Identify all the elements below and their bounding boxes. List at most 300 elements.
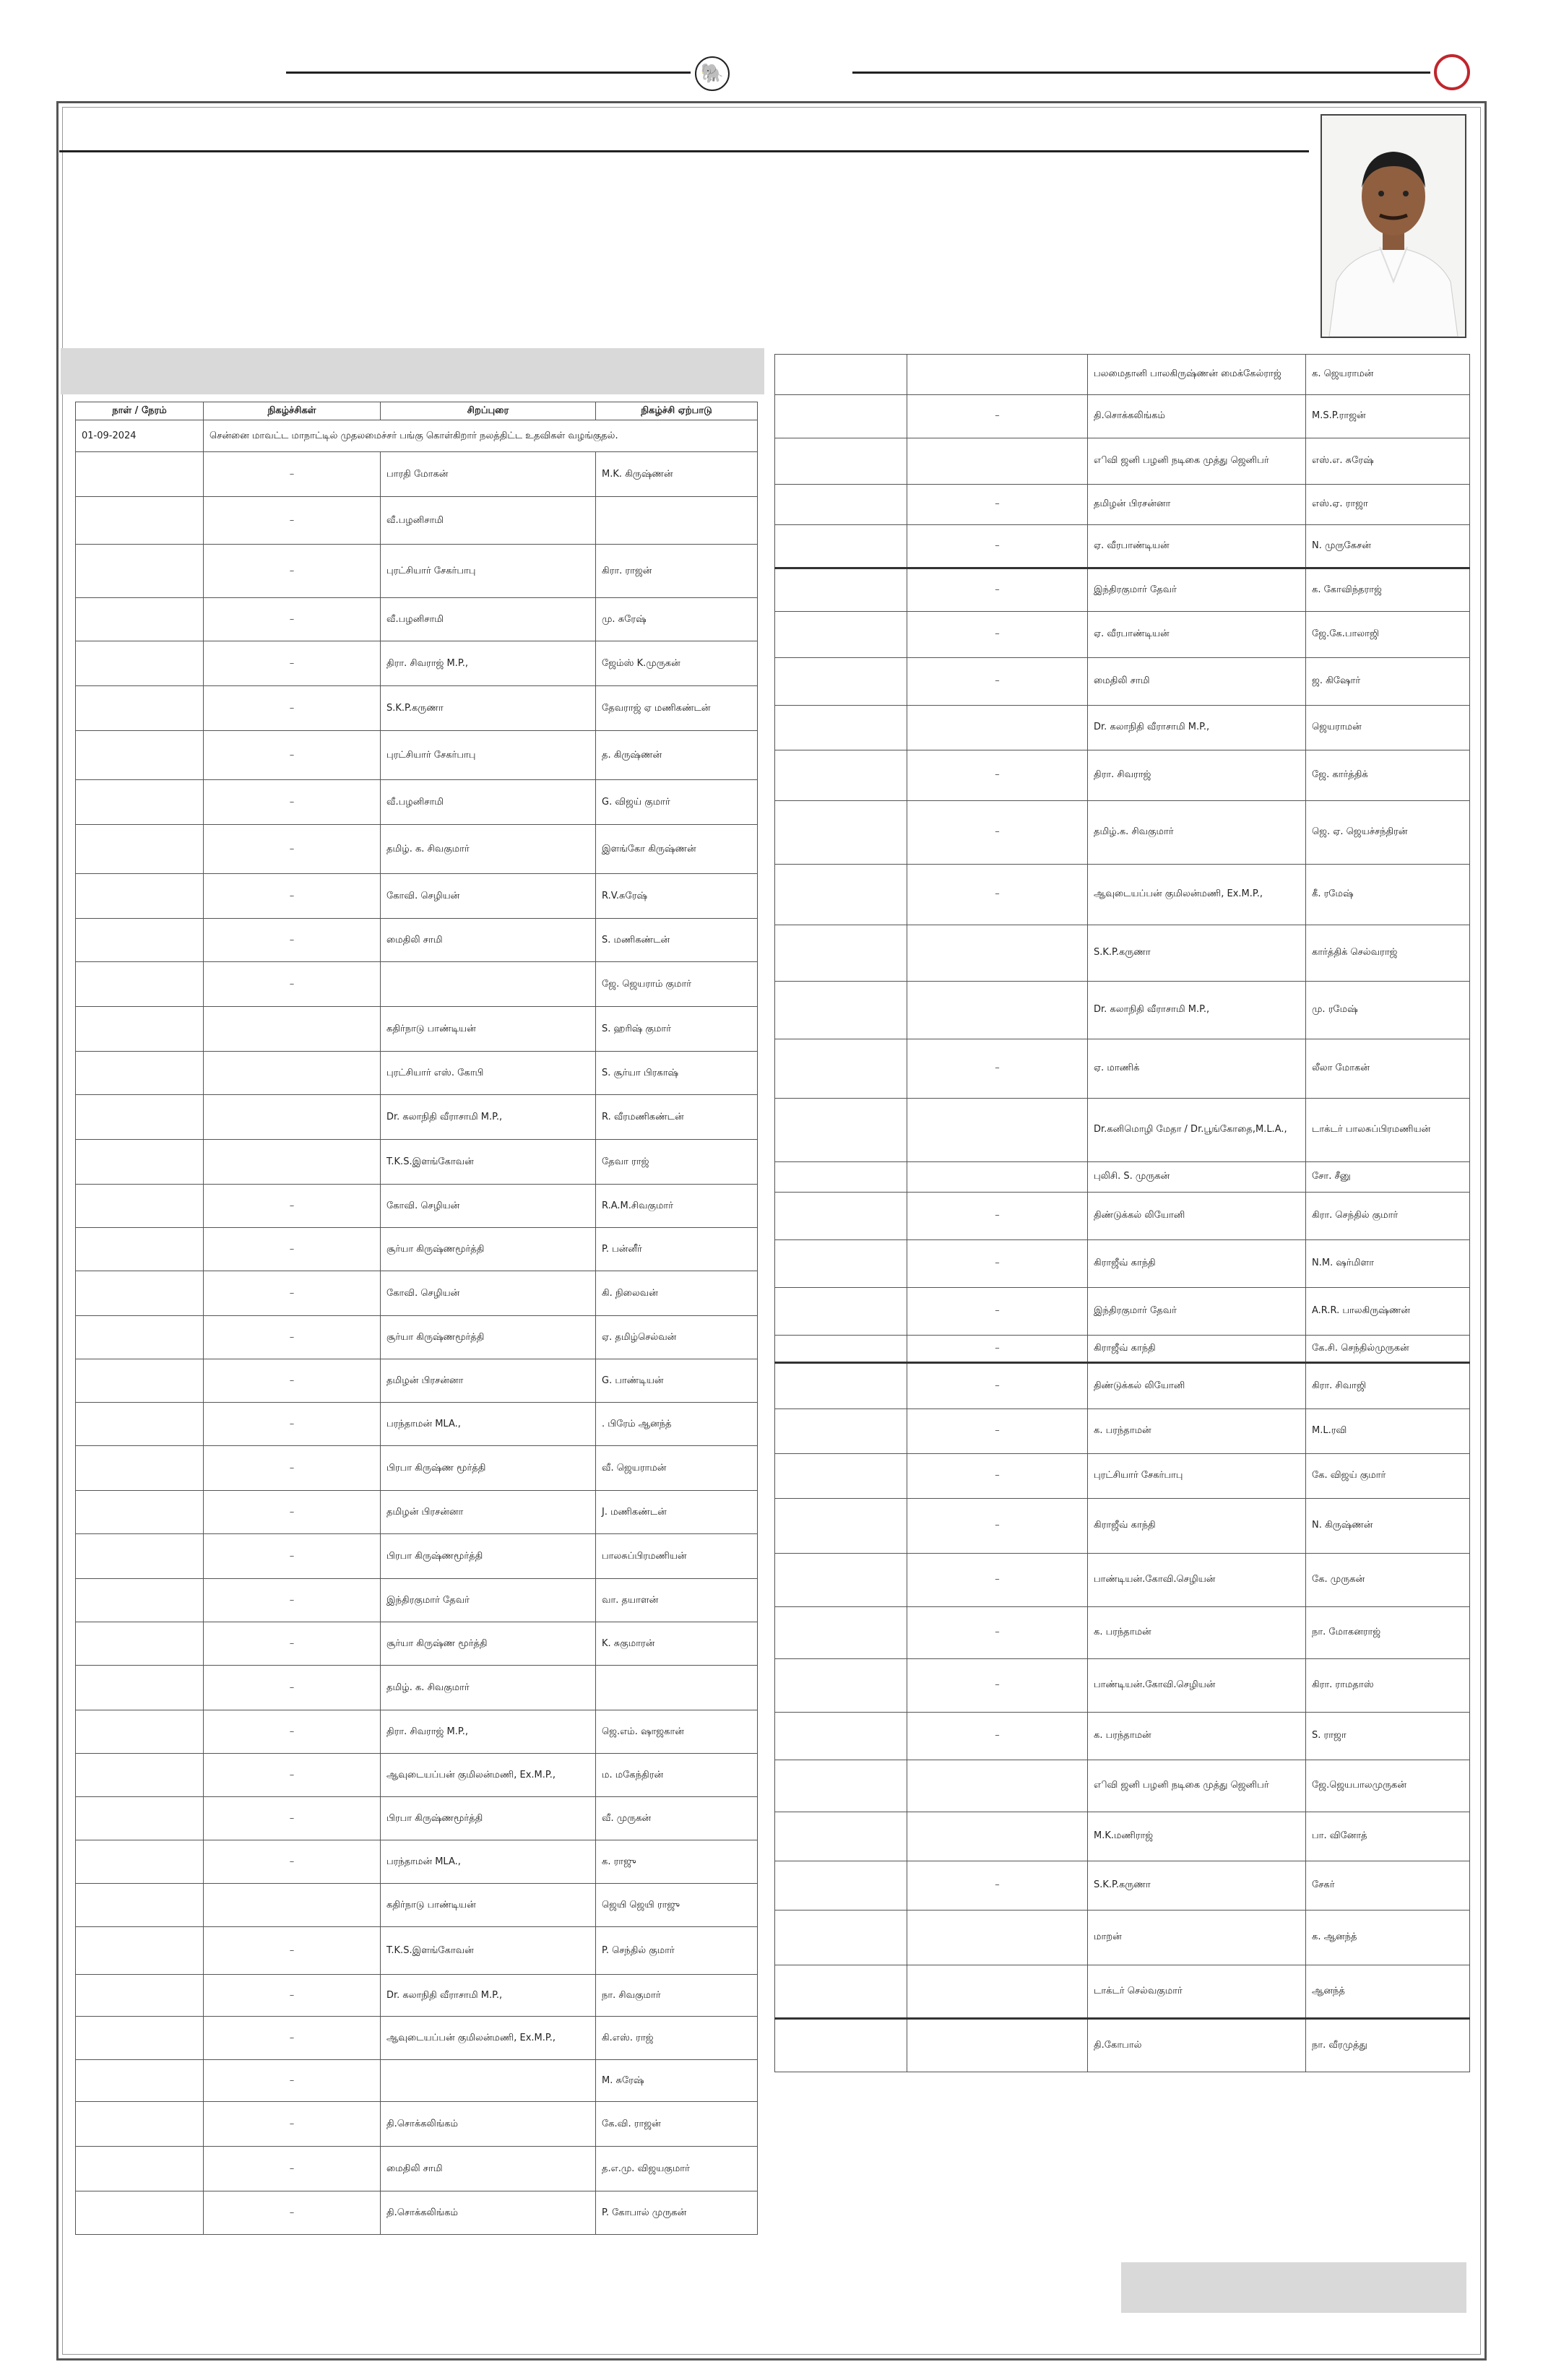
- organizer-cell: ஜேம்ஸ் K.முருகன்: [596, 641, 758, 686]
- date-cell: [76, 1622, 204, 1666]
- table-row: [775, 1240, 1470, 1288]
- red-circle-icon: [1434, 54, 1470, 90]
- organizer-cell: P. பன்னீர்: [596, 1228, 758, 1271]
- event-cell: –: [907, 1499, 1088, 1554]
- footer-grey-box: [1121, 2262, 1466, 2313]
- speaker-cell: பாண்டியன்.கோவி.செழியன்: [1088, 1554, 1306, 1607]
- event-cell: –: [204, 919, 381, 962]
- table-row: [775, 1363, 1470, 1409]
- speaker-cell: தி.சொக்கலிங்கம்: [381, 2102, 596, 2147]
- event-cell: –: [204, 686, 381, 731]
- column-header-organizer: நிகழ்ச்சி ஏற்பாடு: [596, 402, 758, 420]
- table-row: [775, 750, 1470, 801]
- organizer-cell: N.M. ஷர்மிளா: [1306, 1240, 1470, 1288]
- organizer-cell: ஜ. கிஷோர்: [1306, 658, 1470, 706]
- date-cell: [775, 982, 907, 1039]
- date-cell: [76, 686, 204, 731]
- table-row: [775, 485, 1470, 525]
- organizer-cell: ம. மகேந்திரன்: [596, 1754, 758, 1797]
- table-row: [775, 1911, 1470, 1965]
- organizer-cell: [596, 1666, 758, 1710]
- table-row: [775, 612, 1470, 658]
- organizer-cell: க. ஜெயராமன்: [1306, 355, 1470, 395]
- date-cell: [76, 731, 204, 780]
- date-cell: [775, 525, 907, 568]
- speaker-cell: S.K.P.கருணா: [381, 686, 596, 731]
- table-row: [76, 686, 758, 731]
- date-cell: [76, 1446, 204, 1491]
- column-header-date: நாள் / நேரம்: [76, 402, 204, 420]
- column-header-event: நிகழ்ச்சிகள்: [204, 402, 381, 420]
- organizer-cell: கார்த்திக் செல்வராஜ்: [1306, 925, 1470, 982]
- date-cell: [775, 2019, 907, 2072]
- date-cell: [775, 395, 907, 438]
- date-cell: [76, 1754, 204, 1797]
- speaker-cell: Dr.கனிமொழி மேதா / Dr.பூங்கோதை,M.L.A.,: [1088, 1099, 1306, 1162]
- organizer-cell: ஜெ. ஏ. ஜெயச்சந்திரன்: [1306, 801, 1470, 865]
- event-cell: –: [204, 2017, 381, 2060]
- organizer-cell: R.A.M.சிவகுமார்: [596, 1185, 758, 1228]
- event-cell: [907, 925, 1088, 982]
- table-row: [76, 1534, 758, 1579]
- speaker-cell: கிராஜீவ் காந்தி: [1088, 1336, 1306, 1363]
- speaker-cell: தி.கோபால்: [1088, 2019, 1306, 2072]
- organizer-cell: J. மணிகண்டன்: [596, 1491, 758, 1534]
- event-cell: [907, 1812, 1088, 1861]
- event-cell: –: [204, 641, 381, 686]
- table-row: [775, 982, 1470, 1039]
- event-cell: –: [907, 1409, 1088, 1454]
- organizer-cell: க. ராஜு: [596, 1840, 758, 1884]
- event-cell: –: [204, 1403, 381, 1446]
- event-cell: –: [204, 1975, 381, 2017]
- event-cell: –: [204, 545, 381, 598]
- organizer-cell: த.எ.மு. விஜயகுமார்: [596, 2147, 758, 2191]
- organizer-cell: ஜே. ஜெயராம் குமார்: [596, 962, 758, 1007]
- event-cell: –: [204, 1228, 381, 1271]
- table-row: [775, 1336, 1470, 1363]
- table-row: [775, 865, 1470, 925]
- speaker-cell: பலமைதானி பாலகிருஷ்ணன் மைக்கேல்ராஜ்: [1088, 355, 1306, 395]
- speaker-cell: எிவி ஜனி பழனி நடிகை முத்து ஜெனிபர்: [1088, 1760, 1306, 1812]
- event-cell: –: [204, 731, 381, 780]
- date-cell: [76, 825, 204, 874]
- speaker-cell: மைதிலி சாமி: [381, 2147, 596, 2191]
- date-cell: [76, 2060, 204, 2102]
- speaker-cell: ஏ. மாணிக்: [1088, 1039, 1306, 1099]
- event-cell: [907, 1911, 1088, 1965]
- speaker-cell: தமிழ். க. சிவகுமார்: [381, 1666, 596, 1710]
- event-cell: –: [204, 1534, 381, 1579]
- date-cell: [775, 1713, 907, 1760]
- event-cell: –: [204, 2147, 381, 2191]
- organizer-cell: கே.வி. ராஜன்: [596, 2102, 758, 2147]
- table-row: [76, 1579, 758, 1622]
- event-cell: –: [907, 1193, 1088, 1240]
- table-row: [76, 731, 758, 780]
- speaker-cell: புரட்சியார் சேகர்பாபு: [381, 731, 596, 780]
- date-cell: [76, 1666, 204, 1710]
- title-rule: [59, 150, 1309, 152]
- table-row: [76, 2147, 758, 2191]
- date-cell: [76, 1359, 204, 1403]
- date-cell: [775, 1162, 907, 1193]
- event-cell: [204, 1095, 381, 1140]
- date-cell: [76, 2017, 204, 2060]
- organizer-cell: ஜே. கார்த்திக்: [1306, 750, 1470, 801]
- organizer-cell: S. மணிகண்டன்: [596, 919, 758, 962]
- date-cell: [775, 438, 907, 485]
- date-cell: [775, 1659, 907, 1713]
- event-cell: –: [204, 962, 381, 1007]
- date-cell: [775, 1607, 907, 1659]
- table-row: [76, 1975, 758, 2017]
- date-cell: [775, 706, 907, 750]
- event-cell: [204, 1140, 381, 1185]
- table-row: [76, 1446, 758, 1491]
- table-row: [775, 1554, 1470, 1607]
- organizer-cell: வீ. ஜெயராமன்: [596, 1446, 758, 1491]
- event-cell: –: [907, 1554, 1088, 1607]
- event-cell: –: [204, 1797, 381, 1840]
- table-row: [76, 1271, 758, 1316]
- table-row: [76, 1095, 758, 1140]
- date-cell: [775, 750, 907, 801]
- table-row: [76, 497, 758, 545]
- speaker-cell: புரட்சியார் சேகர்பாபு: [381, 545, 596, 598]
- organizer-cell: G. விஜய் குமார்: [596, 780, 758, 825]
- event-cell: [204, 1007, 381, 1052]
- table-row: [775, 1099, 1470, 1162]
- speaker-cell: திரா. சிவராஜ்: [1088, 750, 1306, 801]
- event-cell: –: [204, 1666, 381, 1710]
- table-row: [775, 1288, 1470, 1336]
- speaker-cell: வீ.பழனிசாமி: [381, 780, 596, 825]
- date-cell: [775, 1965, 907, 2019]
- organizer-cell: P. செந்தில் குமார்: [596, 1927, 758, 1975]
- speaker-cell: திரா. சிவராஜ் M.P.,: [381, 641, 596, 686]
- event-cell: –: [204, 825, 381, 874]
- date-cell: [76, 1579, 204, 1622]
- speaker-cell: க. பரந்தாமன்: [1088, 1607, 1306, 1659]
- speaker-cell: தமிழ்.க. சிவகுமார்: [1088, 801, 1306, 865]
- organizer-cell: N. முருகேசன்: [1306, 525, 1470, 568]
- organizer-cell: கிரா. ராஜன்: [596, 545, 758, 598]
- table-row: [76, 1884, 758, 1927]
- event-cell: –: [204, 1840, 381, 1884]
- speaker-cell: பரந்தாமன் MLA.,: [381, 1403, 596, 1446]
- speaker-cell: புரட்சியார் சேகர்பாபு: [1088, 1454, 1306, 1499]
- date-cell: [775, 485, 907, 525]
- speaker-cell: கோவி. செழியன்: [381, 874, 596, 919]
- speaker-cell: கதிர்நாடு பாண்டியன்: [381, 1884, 596, 1927]
- organizer-cell: ஜே.ஜெயபாலமுருகன்: [1306, 1760, 1470, 1812]
- date-cell: [775, 865, 907, 925]
- event-cell: [204, 1052, 381, 1095]
- speaker-cell: வீ.பழனிசாமி: [381, 598, 596, 641]
- header-rule-left: [286, 72, 691, 74]
- table-row: [775, 658, 1470, 706]
- speaker-cell: இந்திரகுமார் தேவர்: [381, 1579, 596, 1622]
- date-cell: [775, 1039, 907, 1099]
- speaker-cell: தமிழன் பிரசன்னா: [1088, 485, 1306, 525]
- event-cell: –: [204, 1359, 381, 1403]
- speaker-cell: கிராஜீவ் காந்தி: [1088, 1499, 1306, 1554]
- speaker-cell: புரட்சியார் எஸ். கோபி: [381, 1052, 596, 1095]
- speaker-cell: பிரபா கிருஷ்ண மூர்த்தி: [381, 1446, 596, 1491]
- event-cell: –: [907, 658, 1088, 706]
- event-cell: –: [204, 1622, 381, 1666]
- speaker-cell: Dr. கலாநிதி வீராசாமி M.P.,: [381, 1095, 596, 1140]
- event-cell: –: [204, 874, 381, 919]
- date-cell: [76, 1052, 204, 1095]
- speaker-cell: கோவி. செழியன்: [381, 1271, 596, 1316]
- organizer-cell: மு. சுரேஷ்: [596, 598, 758, 641]
- table-row: [775, 1760, 1470, 1812]
- speaker-cell: தமிழன் பிரசன்னா: [381, 1359, 596, 1403]
- date-cell: [775, 1499, 907, 1554]
- speaker-cell: ஆவுடையப்பன் குமிலன்மணி, Ex.M.P.,: [1088, 865, 1306, 925]
- date-cell: [76, 1927, 204, 1975]
- organizer-cell: ஜெயி ஜெயி ராஜு: [596, 1884, 758, 1927]
- table-row: [76, 962, 758, 1007]
- table-row: [775, 355, 1470, 395]
- organizer-cell: கிரா. செந்தில் குமார்: [1306, 1193, 1470, 1240]
- event-cell: –: [204, 2191, 381, 2235]
- date-cell: [76, 919, 204, 962]
- organizer-cell: கே. விஜய் குமார்: [1306, 1454, 1470, 1499]
- date-cell: [775, 1363, 907, 1409]
- speaker-cell: பாண்டியன்.கோவி.செழியன்: [1088, 1659, 1306, 1713]
- event-cell: [907, 1162, 1088, 1193]
- speaker-cell: Dr. கலாநிதி வீராசாமி M.P.,: [381, 1975, 596, 2017]
- event-cell: –: [907, 1454, 1088, 1499]
- speaker-cell: க. பரந்தாமன்: [1088, 1409, 1306, 1454]
- organizer-cell: நா. சிவகுமார்: [596, 1975, 758, 2017]
- table-row: [775, 1713, 1470, 1760]
- speaker-cell: ஏ. வீரபாண்டியன்: [1088, 525, 1306, 568]
- event-cell: –: [907, 1861, 1088, 1911]
- speaker-cell: Dr. கலாநிதி வீராசாமி M.P.,: [1088, 982, 1306, 1039]
- organizer-cell: A.R.R. பாலகிருஷ்ணன்: [1306, 1288, 1470, 1336]
- event-cell: –: [907, 1240, 1088, 1288]
- event-cell: –: [907, 801, 1088, 865]
- speaker-cell: இந்திரகுமார் தேவர்: [1088, 1288, 1306, 1336]
- date-cell: [775, 1812, 907, 1861]
- speaker-cell: மாறன்: [1088, 1911, 1306, 1965]
- organizer-cell: கே.சி. செந்தில்முருகன்: [1306, 1336, 1470, 1363]
- organizer-cell: [596, 497, 758, 545]
- speaker-cell: திண்டுக்கல் லியோனி: [1088, 1363, 1306, 1409]
- date-cell: [76, 1884, 204, 1927]
- table-header-row: [76, 402, 758, 420]
- speaker-cell: T.K.S.இளங்கோவன்: [381, 1140, 596, 1185]
- date-cell: [775, 925, 907, 982]
- event-cell: –: [204, 2060, 381, 2102]
- table-row: [76, 1927, 758, 1975]
- event-cell: –: [204, 497, 381, 545]
- organizer-cell: P. கோபால் முருகன்: [596, 2191, 758, 2235]
- date-cell: [775, 1911, 907, 1965]
- date-cell: [76, 1975, 204, 2017]
- date-cell: [76, 874, 204, 919]
- date-cell: [76, 1316, 204, 1359]
- date-cell: [76, 545, 204, 598]
- date-cell: [775, 1240, 907, 1288]
- date-cell: [775, 658, 907, 706]
- table-row: [76, 641, 758, 686]
- organizer-cell: தேவராஜ் ஏ மணிகண்டன்: [596, 686, 758, 731]
- event-cell: –: [204, 1491, 381, 1534]
- speaker-cell: S.K.P.கருணா: [1088, 925, 1306, 982]
- event-cell: –: [907, 612, 1088, 658]
- organizer-cell: . பிரேம் ஆனந்த்: [596, 1403, 758, 1446]
- speaker-cell: புலிசி. S. முருகன்: [1088, 1162, 1306, 1193]
- event-cell: [907, 706, 1088, 750]
- organizer-cell: கிரா. சிவாஜி: [1306, 1363, 1470, 1409]
- event-cell: –: [204, 1185, 381, 1228]
- event-cell: [907, 2019, 1088, 2072]
- event-cell: –: [907, 395, 1088, 438]
- table-row: [76, 1052, 758, 1095]
- table-row: [775, 1965, 1470, 2019]
- table-row: [775, 1607, 1470, 1659]
- organizer-cell: M. சுரேஷ்: [596, 2060, 758, 2102]
- table-row: [76, 1797, 758, 1840]
- event-cell: –: [907, 525, 1088, 568]
- organizer-cell: M.S.P.ராஜன்: [1306, 395, 1470, 438]
- organizer-cell: நா. வீரமுத்து: [1306, 2019, 1470, 2072]
- table-row: [76, 1228, 758, 1271]
- organizer-cell: கி.எஸ். ராஜ்: [596, 2017, 758, 2060]
- table-row: [775, 1499, 1470, 1554]
- table-row: [76, 1007, 758, 1052]
- organizer-cell: பாலசுப்பிரமணியன்: [596, 1534, 758, 1579]
- date-cell: [76, 1491, 204, 1534]
- table-row: [775, 395, 1470, 438]
- date-cell: [76, 780, 204, 825]
- organizer-cell: மு. ரமேஷ்: [1306, 982, 1470, 1039]
- speaker-cell: பிரபா கிருஷ்ணமூர்த்தி: [381, 1797, 596, 1840]
- table-row: [76, 1185, 758, 1228]
- left-schedule-table: [75, 402, 758, 2235]
- organizer-cell: வா. தயாளன்: [596, 1579, 758, 1622]
- speaker-cell: க. பரந்தாமன்: [1088, 1713, 1306, 1760]
- organizer-cell: R.V.சுரேஷ்: [596, 874, 758, 919]
- column-header-speaker: சிறப்புரை: [381, 402, 596, 420]
- speaker-cell: பரந்தாமன் MLA.,: [381, 1840, 596, 1884]
- speaker-cell: எிவி ஜனி பழனி நடிகை முத்து ஜெனிபர்: [1088, 438, 1306, 485]
- date-cell: [76, 641, 204, 686]
- organizer-cell: த. கிருஷ்ணன்: [596, 731, 758, 780]
- speaker-cell: [381, 962, 596, 1007]
- date-cell: [775, 1554, 907, 1607]
- organizer-cell: R. வீரமணிகண்டன்: [596, 1095, 758, 1140]
- table-row: [76, 2060, 758, 2102]
- organizer-cell: கிரா. ராமதாஸ்: [1306, 1659, 1470, 1713]
- table-row: [76, 420, 758, 452]
- table-row: [76, 1140, 758, 1185]
- date-cell: [775, 1760, 907, 1812]
- table-row: [775, 1861, 1470, 1911]
- organizer-cell: M.K. கிருஷ்ணன்: [596, 452, 758, 497]
- date-cell: [76, 598, 204, 641]
- date-cell: 01-09-2024: [76, 420, 204, 452]
- speaker-cell: டாக்டர் செல்வகுமார்: [1088, 1965, 1306, 2019]
- portrait-illustration: [1322, 116, 1465, 337]
- table-row: [76, 1316, 758, 1359]
- organizer-cell: எஸ்.எ. சுரேஷ்: [1306, 438, 1470, 485]
- organizer-cell: பா. வினோத்: [1306, 1812, 1470, 1861]
- speaker-cell: Dr. கலாநிதி வீராசாமி M.P.,: [1088, 706, 1306, 750]
- date-cell: [76, 1095, 204, 1140]
- date-cell: [775, 612, 907, 658]
- speaker-cell: [381, 2060, 596, 2102]
- speaker-cell: திரா. சிவராஜ் M.P.,: [381, 1710, 596, 1754]
- speaker-cell: பாரதி மோகன்: [381, 452, 596, 497]
- speaker-cell: S.K.P.கருணா: [1088, 1861, 1306, 1911]
- event-cell: –: [204, 1710, 381, 1754]
- event-cell: –: [907, 1363, 1088, 1409]
- date-cell: [76, 497, 204, 545]
- date-cell: [775, 568, 907, 612]
- event-cell: –: [907, 1039, 1088, 1099]
- header-rule-right: [852, 72, 1430, 74]
- date-cell: [775, 1099, 907, 1162]
- table-row: [76, 1359, 758, 1403]
- table-row: [775, 925, 1470, 982]
- table-row: [775, 1162, 1470, 1193]
- organizer-cell: ஆனந்த்: [1306, 1965, 1470, 2019]
- table-row: [775, 706, 1470, 750]
- date-cell: [775, 1288, 907, 1336]
- date-cell: [775, 1454, 907, 1499]
- organizer-cell: நா. மோகனராஜ்: [1306, 1607, 1470, 1659]
- event-cell: –: [204, 452, 381, 497]
- table-row: [76, 598, 758, 641]
- elephant-emblem-icon: 🐘: [695, 56, 730, 91]
- table-row: [775, 1659, 1470, 1713]
- organizer-cell: M.L.ரவி: [1306, 1409, 1470, 1454]
- table-row: [775, 1812, 1470, 1861]
- speaker-cell: T.K.S.இளங்கோவன்: [381, 1927, 596, 1975]
- organizer-cell: க. ஆனந்த்: [1306, 1911, 1470, 1965]
- table-row: [775, 525, 1470, 568]
- event-cell: [907, 1099, 1088, 1162]
- event-cell: –: [204, 1316, 381, 1359]
- speaker-cell: கோவி. செழியன்: [381, 1185, 596, 1228]
- speaker-cell: சூர்யா கிருஷ்ண மூர்த்தி: [381, 1622, 596, 1666]
- speaker-cell: தி.சொக்கலிங்கம்: [1088, 395, 1306, 438]
- date-cell: [76, 1007, 204, 1052]
- right-schedule-table: [774, 354, 1470, 2072]
- date-cell: [775, 1409, 907, 1454]
- event-cell: –: [204, 598, 381, 641]
- event-cell: –: [907, 1336, 1088, 1363]
- speaker-cell: தமிழ். க. சிவகுமார்: [381, 825, 596, 874]
- organizer-cell: G. பாண்டியன்: [596, 1359, 758, 1403]
- speaker-cell: வீ.பழனிசாமி: [381, 497, 596, 545]
- event-cell: –: [907, 1607, 1088, 1659]
- event-cell: [907, 355, 1088, 395]
- date-cell: [76, 1228, 204, 1271]
- date-cell: [76, 1403, 204, 1446]
- organizer-cell: வீ. முருகன்: [596, 1797, 758, 1840]
- table-row: [76, 2102, 758, 2147]
- organizer-cell: கி. நிலைவன்: [596, 1271, 758, 1316]
- table-row: [775, 1409, 1470, 1454]
- date-cell: [76, 2147, 204, 2191]
